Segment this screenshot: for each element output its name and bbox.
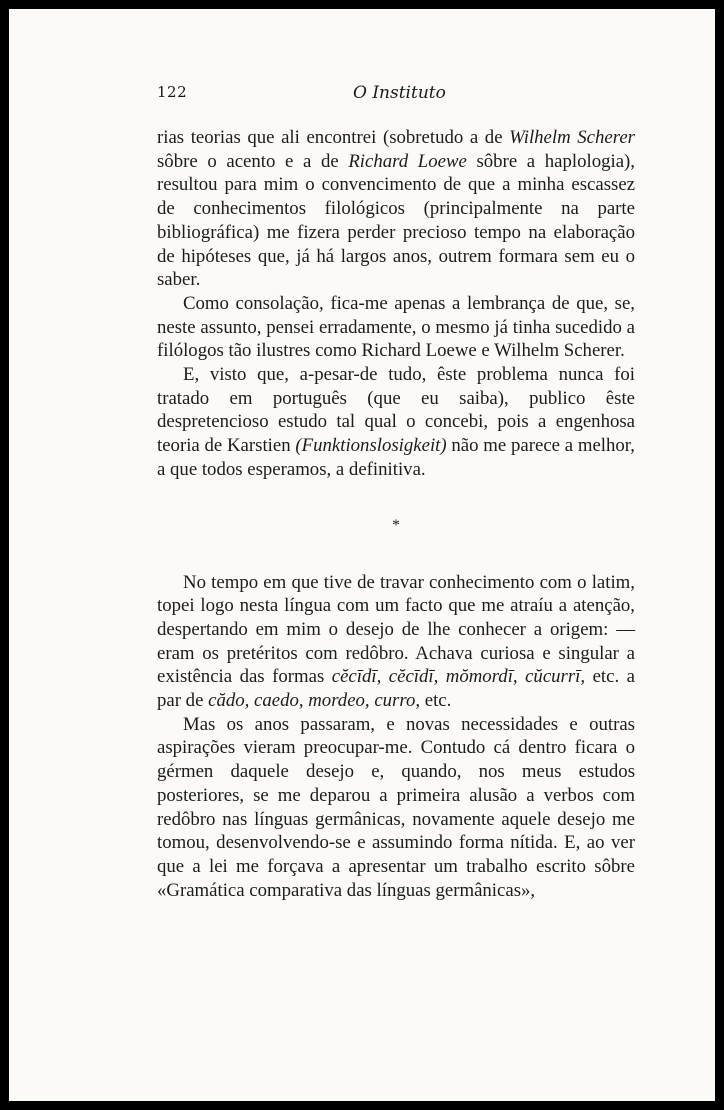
paragraph-1-text-a: rias teorias que ali encontrei (sobretudo a de [157, 127, 510, 148]
paragraph-3 [157, 363, 635, 482]
paragraph-1-text-b: sôbre o acento e a de [157, 150, 349, 172]
author-name-scherer: Wilhelm Scherer [509, 127, 635, 148]
latin-perfect-forms: cĕcīdī, cĕcīdī, mŏmordī, cŭcurrī, [331, 666, 586, 688]
paragraph-1-text-c: sôbre a haplologia), resultou para mim o convencimento de que a minha escassez de conhecimentos filológicos (principalmente na parte bibliográfica) me fizera perder precioso tempo na elaboração de hipóteses que, já há largos anos, outrem formara sem eu o saber. [157, 150, 635, 291]
term-funktionslosigkeit: (Funktionslosigkeit) [295, 435, 447, 457]
paragraph-4-text-b: etc. a par de [157, 666, 635, 712]
latin-present-forms: cădo, caedo, mordeo, curro, [208, 690, 421, 712]
paragraph-3-text-b: não me parece a melhor, a que todos esperamos, a definitiva. [157, 435, 635, 480]
section-separator: * [392, 516, 400, 534]
paragraph-5: Mas os anos passaram, e novas necessidades e outras aspirações vieram preocupar-me. Contudo cá dentro ficara o gérmen daquele desejo e, quando, nos meus estudos posteriores, se me deparou a primeira alusão a verbos com redôbro nas línguas germânicas, novamente aquele desejo me tomou, desenvolvendo-se e assumindo forma nítida. E, ao ver que a lei me forçava a apresentar um trabalho escrito sôbre «Gramática comparativa das línguas germânicas», [157, 713, 635, 901]
page-header [157, 83, 635, 109]
paragraph-1 [157, 126, 635, 292]
body-text [157, 126, 635, 902]
author-name-loewe: Richard Loewe [348, 150, 467, 172]
page-number: 122 [157, 83, 188, 101]
paragraph-4-text-c: etc. [420, 690, 452, 712]
book-page [9, 9, 715, 1101]
paragraph-4-text-a: No tempo em que tive de travar conhecimento com o latim, topei logo nesta língua com um facto que me atraíu a atenção, despertando em mim o desejo de lhe conhecer a origem: — eram os pretéritos com redôbro. Achava curiosa e singular a existência das formas [157, 571, 635, 688]
paragraph-2: Como consolação, fica-me apenas a lembrança de que, se, neste assunto, pensei erradamente, o mesmo já tinha sucedido a filólogos tão ilustres como Richard Loewe e Wilhelm Scherer. [157, 292, 635, 362]
paragraph-3-text-a: E, visto que, a-pesar-de tudo, êste problema nunca foi tratado em português (que eu saiba), publico êste despretencioso estudo tal qual o concebi, pois a engenhosa teoria de Karstien [157, 364, 635, 457]
running-title: O Instituto [353, 83, 446, 103]
paragraph-4 [157, 571, 635, 713]
